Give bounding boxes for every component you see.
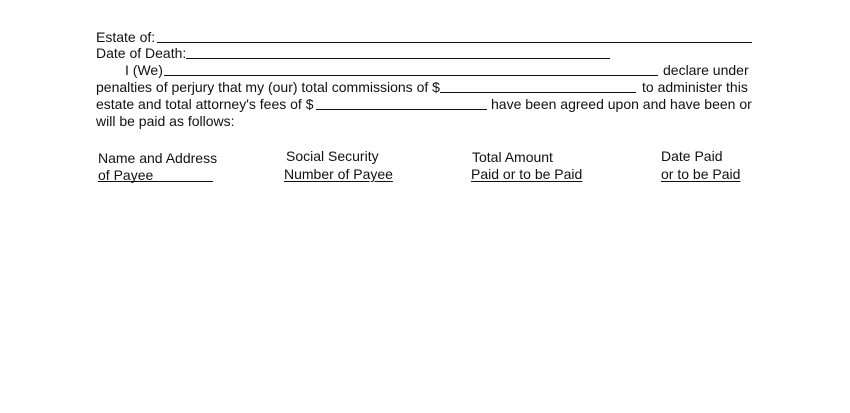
declarant-name-field[interactable]	[164, 75, 658, 76]
commissions-amount-field[interactable]	[440, 92, 636, 93]
col-amount-line1: Total Amount	[472, 149, 553, 165]
declarant-label: I (We)	[125, 62, 163, 78]
penalties-text: penalties of perjury that my (our) total commissions of $	[96, 79, 440, 95]
estate-name-field[interactable]	[157, 42, 752, 43]
col-amount-line2: Paid or to be Paid	[471, 166, 583, 182]
col-ssn-line2: Number of Payee	[284, 166, 393, 182]
date-of-death-label: Date of Death:	[96, 45, 187, 61]
date-of-death-field[interactable]	[186, 58, 610, 59]
col-ssn-line1: Social Security	[286, 148, 379, 164]
col-date-line1: Date Paid	[661, 148, 723, 164]
administer-text: to administer this	[642, 79, 748, 95]
col-name-underline	[98, 181, 213, 182]
attorney-fees-text: estate and total attorney's fees of $	[96, 96, 314, 112]
col-name-line1: Name and Address	[98, 150, 218, 166]
agreed-text: have been agreed upon and have been or	[491, 96, 752, 112]
col-date-line2: or to be Paid	[661, 166, 741, 182]
attorney-fees-amount-field[interactable]	[316, 109, 487, 110]
col-name-line2: of Payee	[98, 167, 154, 183]
paid-as-follows-text: will be paid as follows:	[96, 113, 235, 129]
declare-under-text: declare under	[663, 62, 749, 78]
estate-label: Estate of:	[96, 29, 156, 45]
